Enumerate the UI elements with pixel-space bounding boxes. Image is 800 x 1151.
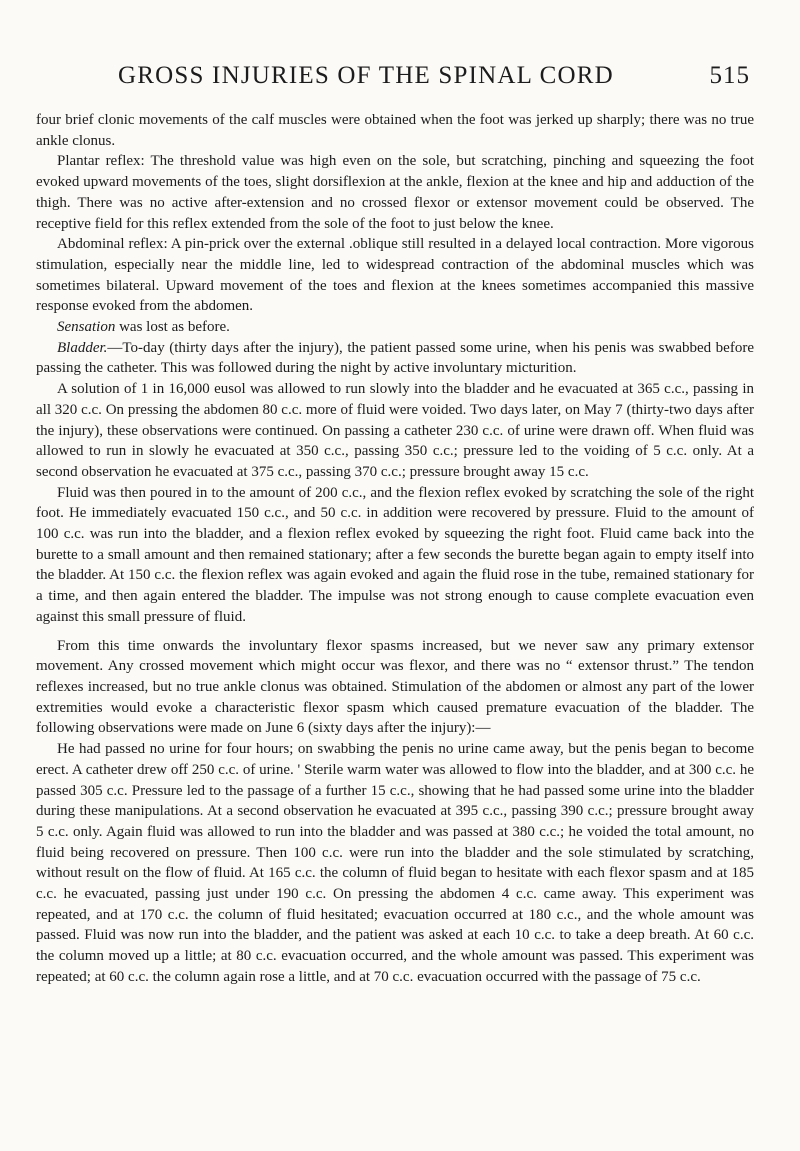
running-title: GROSS INJURIES OF THE SPINAL CORD (118, 62, 614, 89)
paragraph-continuation (36, 110, 754, 151)
paragraph-text: —To-day (thirty days after the injury), the patient passed some urine, when his penis was swabbed before passing the catheter. This was followed during the night by active involuntary micturition. (36, 339, 754, 377)
paragraph-eusol-solution (36, 379, 754, 483)
paragraph-plantar-reflex (36, 151, 754, 234)
paragraph-abdominal-reflex (36, 234, 754, 317)
paragraph-fluid-poured (36, 483, 754, 628)
page-number: 515 (709, 62, 750, 89)
paragraph-text: Plantar reflex: The threshold value was high even on the sole, but scratching, pinching and squeezing the foot evoked upward movements of the toes, slight dorsiflexion at the ankle, flexion at the knee and hip and adduction of the thigh. There was no active after-extension and no crossed flexor or extensor movement could be observed. The receptive field for this reflex extended from the sole of the foot to just below the knee. (36, 153, 754, 232)
running-head (36, 62, 754, 96)
paragraph-june-observations (36, 739, 754, 987)
paragraph-lead: Sensation (57, 319, 116, 336)
paragraph-text: Abdominal reflex: A pin-prick over the external .oblique still resulted in a delayed local contraction. More vigorous stimulation, especially near the middle line, led to widespread contraction of the abdominal muscles which was sometimes bilateral. Upward movement of the toes and flexion at the knees sometimes accompanied this massive response evoked from the abdomen. (36, 236, 754, 315)
paragraph-flexor-spasms (36, 636, 754, 740)
paragraph-lead: Bladder. (57, 339, 108, 356)
paragraph-text: was lost as before. (115, 319, 230, 336)
paragraph-text: Fluid was then poured in to the amount of 200 c.c., and the flexion reflex evoked by scratching the sole of the right foot. He immediately evacuated 150 c.c., and 50 c.c. in addition were recovered by pressure. Fluid to the amount of 100 c.c. was run into the bladder, and a flexion reflex evoked by squeezing the right foot. Fluid came back into the burette to a small amount and then remained stationary; after a few seconds the burette began again to empty itself into the bladder. At 150 c.c. the flexion reflex was again evoked and again the fluid rose in the tube, remained stationary for a time, and then again entered the bladder. The impulse was not strong enough to cause complete evacuation even against this small pressure of fluid. (36, 484, 754, 625)
paragraph-text: four brief clonic movements of the calf muscles were obtained when the foot was jerked up sharply; there was no true ankle clonus. (36, 112, 754, 149)
paragraph-text: He had passed no urine for four hours; on swabbing the penis no urine came away, but the penis began to become erect. A catheter drew off 250 c.c. of urine. ' Sterile warm water was allowed to flow into the bladder, and at 300 c.c. he passed 305 c.c. Pressure led to the passage of a further 15 c.c., showing that he had passed some urine into the bladder during these manipulations. At a second observation he evacuated at 395 c.c., passing 390 c.c.; pressure brought away 5 c.c. only. Again fluid was allowed to run into the bladder and was passed at 380 c.c.; he voided the total amount, no fluid being recovered on pressure. Then 100 c.c. were run into the bladder and the sole stimulated by scratching, without result on the flow of fluid. At 165 c.c. the column of fluid began to hesitate with each flexor spasm and at 185 c.c. he evacuated, passing just under 190 c.c. On pressing the abdomen 4 c.c. came away. This experiment was repeated, and at 170 c.c. the column of fluid hesitated; evacuation occurred at 180 c.c., and the whole amount was passed. Fluid was now run into the bladder, and the patient was asked at each 10 c.c. to take a deep breath. At 60 c.c. the column moved up a little; at 80 c.c. evacuation occurred, and the whole amount was passed. This experiment was repeated; at 60 c.c. the column again rose a little, and at 70 c.c. evacuation occurred with the passage of 75 c.c. (36, 741, 754, 985)
paragraph-text: From this time onwards the involuntary flexor spasms increased, but we never saw any primary extensor movement. Any crossed movement which might occur was flexor, and there was no “ extensor thrust.” The tendon reflexes increased, but no true ankle clonus was obtained. Stimulation of the abdomen or almost any part of the lower extremities would evoke a characteristic flexor spasm which caused premature evacuation of the bladder. The following observations were made on June 6 (sixty days after the injury):— (36, 637, 754, 737)
paragraph-sensation (36, 317, 754, 338)
paragraph-text: A solution of 1 in 16,000 eusol was allowed to run slowly into the bladder and he evacuated at 365 c.c., passing in all 320 c.c. On pressing the abdomen 80 c.c. more of fluid were voided. Two days later, on May 7 (thirty-two days after the injury), these observations were continued. On passing a catheter 230 c.c. of urine were drawn off. When fluid was allowed to run in slowly he evacuated at 350 c.c., passing 350 c.c.; pressure led to the voiding of 5 c.c. only. At a second observation he evacuated at 375 c.c., passing 370 c.c.; pressure brought away 15 c.c. (36, 381, 754, 480)
paragraph-bladder (36, 338, 754, 379)
body-text (36, 110, 754, 988)
